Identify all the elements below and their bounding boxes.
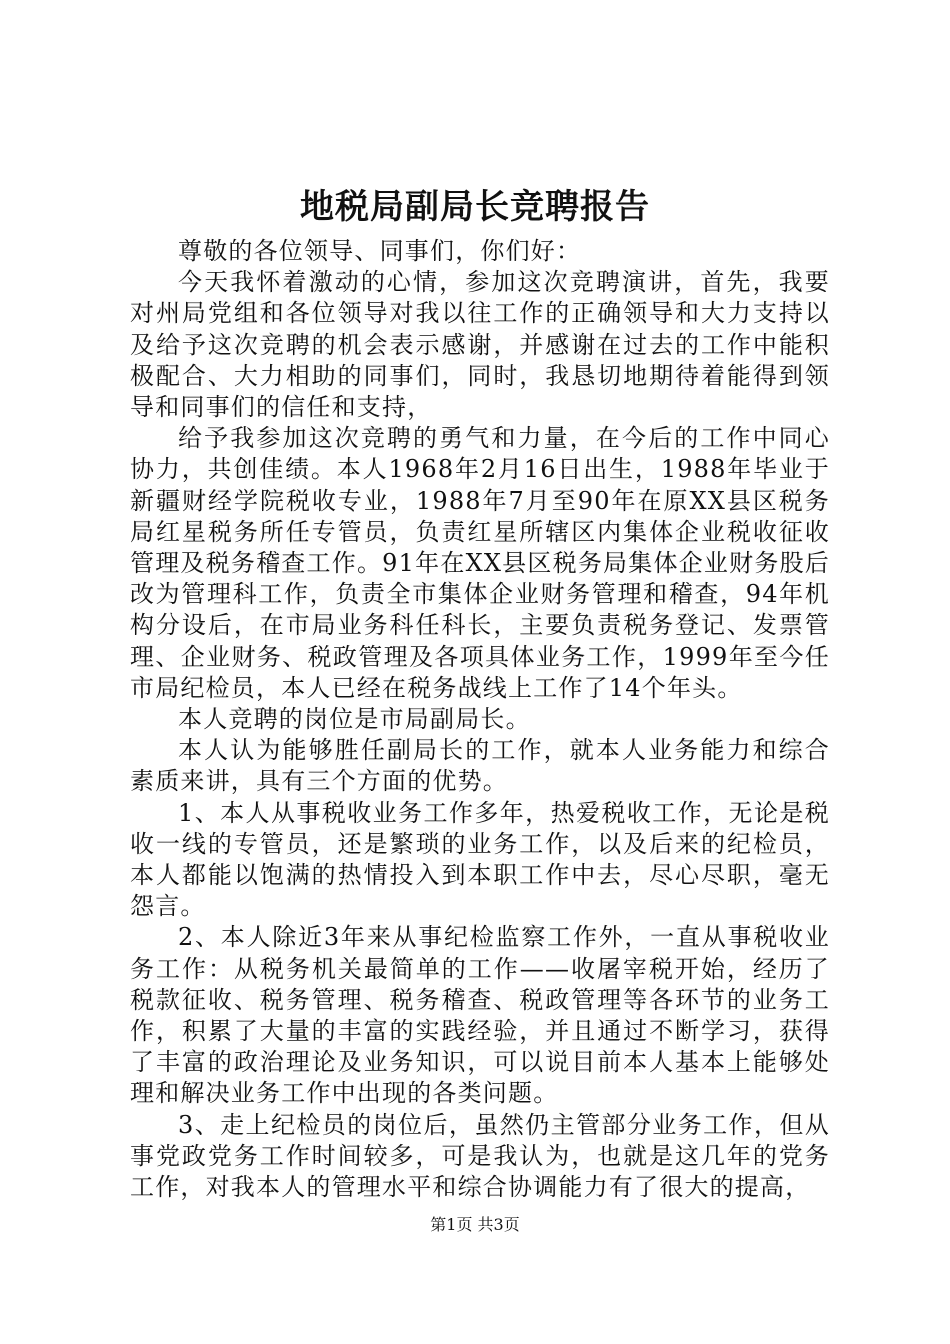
- paragraph: 今天我怀着激动的心情，参加这次竞聘演讲，首先，我要对州局党组和各位领导对我以往工作的正确领导和大力支持以及给予这次竞聘的机会表示感谢，并感谢在过去的工作中能积极配合、大力相助的同事们，同时，我恳切地期待着能得到领导和同事们的信任和支持，: [130, 268, 830, 422]
- paragraph: 本人认为能够胜任副局长的工作，就本人业务能力和综合素质来讲，具有三个方面的优势。: [130, 736, 830, 796]
- document-title: 地税局副局长竞聘报告: [300, 187, 650, 227]
- paragraph: 给予我参加这次竞聘的勇气和力量，在今后的工作中同心协力，共创佳绩。本人1968年2月16日出生，1988年毕业于新疆财经学院税收专业，1988年7月至90年在原XX县区税务局红星税务所任专管员，负责红星所辖区内集体企业税收征收管理及税务稽查工作。91年在XX县区税务局集体企业财务股后改为管理科工作，负责全市集体企业财务管理和稽查，94年机构分设后，在市局业务科任科长，主要负责税务登记、发票管理、企业财务、税政管理及各项具体业务工作，1999年至今任市局纪检员，本人已经在税务战线上工作了14个年头。: [130, 424, 830, 702]
- paragraph: 2、本人除近3年来从事纪检监察工作外，一直从事税收业务工作：从税务机关最简单的工作——收屠宰税开始，经历了税款征收、税务管理、税务稽查、税政管理等各环节的业务工作，积累了大量的丰富的实践经验，并且通过不断学习，获得了丰富的政治理论及业务知识，可以说目前本人基本上能够处理和解决业务工作中出现的各类问题。: [130, 923, 830, 1108]
- paragraph-greeting: 尊敬的各位领导、同事们，你们好：: [178, 237, 582, 265]
- paragraph: 1、本人从事税收业务工作多年，热爱税收工作，无论是税收一线的专管员，还是繁琐的业务工作，以及后来的纪检员，本人都能以饱满的热情投入到本职工作中去，尽心尽职，毫无怨言。: [130, 798, 830, 921]
- document-body: [130, 236, 830, 1203]
- paragraph: 3、走上纪检员的岗位后，虽然仍主管部分业务工作，但从事党政党务工作时间较多，可是我认为，也就是这几年的党务工作，对我本人的管理水平和综合协调能力有了很大的提高，: [130, 1110, 830, 1202]
- page-footer: 第1页 共3页: [430, 1215, 520, 1234]
- paragraph: 本人竞聘的岗位是市局副局长。: [178, 705, 531, 734]
